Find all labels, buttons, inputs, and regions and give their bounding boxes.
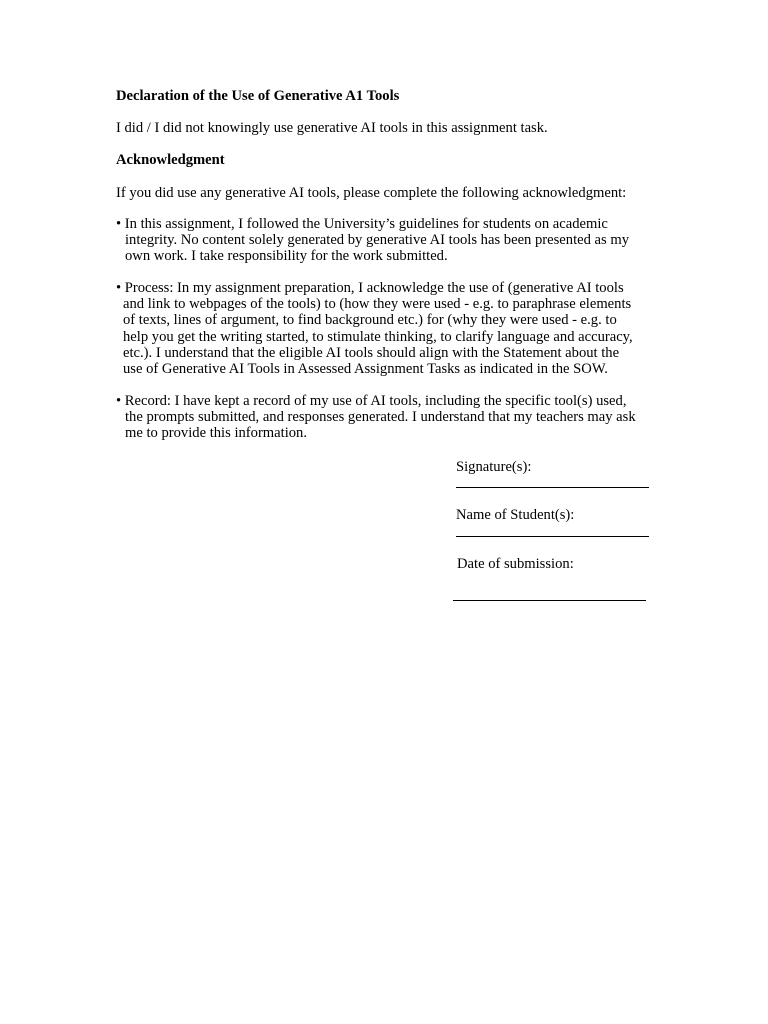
bullet-line: use of Generative AI Tools in Assessed Assignment Tasks as indicated in the SOW. [123,361,608,378]
bullet-line: the prompts submitted, and responses generated. I understand that my teachers may ask [125,409,636,426]
bullet-guidelines [116,216,676,265]
student-name-line [456,536,649,537]
bullet-line: • Process: In my assignment preparation, I acknowledge the use of (generative AI tools [116,280,624,296]
student-name-label: Name of Student(s): [456,507,575,523]
bullet-line: • In this assignment, I followed the University’s guidelines for students on academic [116,216,608,232]
bullet-process [116,280,676,377]
acknowledgment-intro: If you did use any generative AI tools, please complete the following acknowledgment: [116,185,627,201]
bullet-line: integrity. No content solely generated by generative AI tools has been presented as my [125,232,630,249]
bullet-line: and link to webpages of the tools) to (how they were used - e.g. to paraphrase elements [123,296,632,313]
bullet-line: own work. I take responsibility for the work submitted. [125,248,448,265]
usage-statement: I did / I did not knowingly use generative AI tools in this assignment task. [116,120,548,136]
bullet-line: • Record: I have kept a record of my use of AI tools, including the specific tool(s) used, [116,393,627,409]
submission-date-line [453,600,646,601]
document-title: Declaration of the Use of Generative A1 Tools [116,88,400,104]
bullet-line: etc.). I understand that the eligible AI tools should align with the Statement about the [123,344,620,361]
acknowledgment-heading: Acknowledgment [116,152,225,168]
submission-date-label: Date of submission: [457,556,574,572]
bullet-line: help you get the writing started, to stimulate thinking, to clarify language and accuracy, [123,328,633,345]
signature-line [456,487,649,488]
bullet-line: me to provide this information. [125,425,307,442]
bullet-line: of texts, lines of argument, to find background etc.) for (why they were used - e.g. to [123,312,617,329]
bullet-record [116,393,676,442]
signature-label: Signature(s): [456,459,532,475]
